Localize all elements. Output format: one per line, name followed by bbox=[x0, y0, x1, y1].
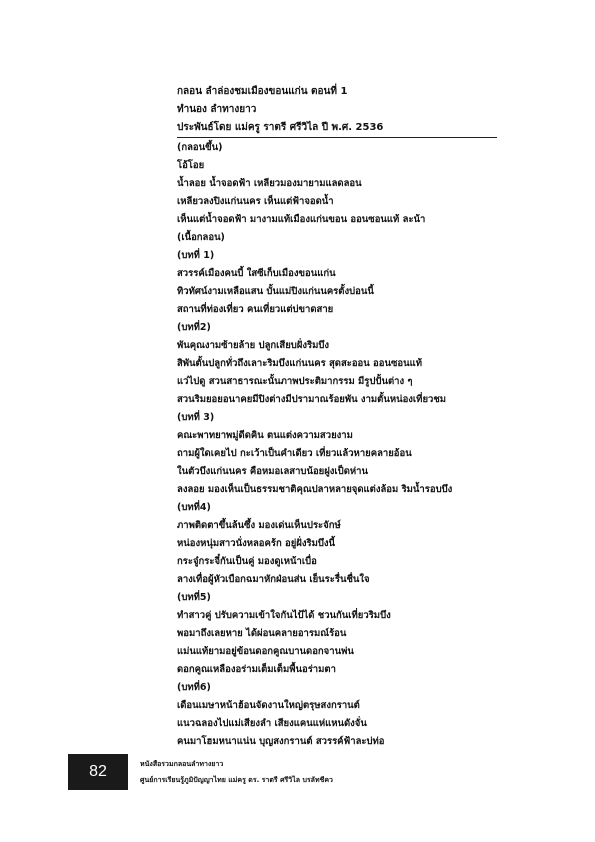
poem-line: สวนริมยอยอนาคยมีปิงต่างมีปรามาณร้อยพัน งามตั้นหน่องเที่ยวชม bbox=[177, 394, 447, 405]
poem-line: สิพันตั้นปลูกทั่วถึงเลาะริมบึงแก่นนคร สุดสะออน ออนซอนแท้ bbox=[177, 358, 422, 369]
poem-author: ประพันธ์โดย แม่ครู ราตรี ศรีวิไล ปี พ.ศ. 2536 bbox=[177, 122, 384, 133]
book-title: หนังสือรวมกลอนลำทางยาว bbox=[140, 760, 224, 768]
poem-line: ภาพติดตาขึ้นล้นซึ้ง มองเด่นเห็นประจักษ์ bbox=[177, 520, 341, 531]
poem-line: สวรรค์เมืองคนบี้ ใสซีเก็บเมืองขอนแก่น bbox=[177, 268, 336, 279]
poem-header bbox=[177, 83, 497, 137]
poem-line: ลางเทื่อผู้หัวเบือกฉมาหักฝ่อนส่น เย็นระรื่นชื่นใจ bbox=[177, 574, 370, 585]
poem-line: โอ้โอย bbox=[177, 160, 205, 171]
poem-line: (เนื้อกลอน) bbox=[177, 232, 225, 243]
poem-line: สถานที่ท่องเที่ยว คนเที่ยวแต่บ่ขาดสาย bbox=[177, 304, 334, 315]
poem-line: ดอกคูณเหลืองอร่ามเต็มเต็มพื้นอร่ามตา bbox=[177, 664, 336, 675]
poem-line: ลงลอย มองเห็นเป็นธรรมชาติคุณปลาหลายจุดแต่งล้อม ริมน้ำรอบบึง bbox=[177, 484, 453, 495]
poem-line: แม่นแท้ยามอยู่ข้อนดอกคูณบานดอกจานพ่น bbox=[177, 646, 354, 657]
poem-line: (บทที่ 1) bbox=[177, 250, 215, 261]
poem-line: (บทที่4) bbox=[177, 502, 211, 513]
poem-line: พันคุณงามซ้ายล้าย ปลูกเสียบฝั่งริมบึง bbox=[177, 340, 330, 351]
publisher-line: ศูนย์การเรียนรู้ภูมิปัญญาไทย แม่ครู ดร. ราตรี ศรีวิไล บรลัทชีคว bbox=[140, 776, 333, 784]
page-footer bbox=[140, 756, 440, 788]
poem-line: (บทที่2) bbox=[177, 322, 211, 333]
poem-line: เห็นแต่น้ำจอดฟ้า มางามแท้เมืองแก่นขอน ออนซอนแท้ ละน้า bbox=[177, 214, 426, 225]
poem-line: (บทที่5) bbox=[177, 592, 211, 603]
poem-line: (กลอนขึ้น) bbox=[177, 142, 223, 153]
poem-line: เหลียวลงปิงแก่นนคร เห็นแต่ฟ้าจอดน้ำ bbox=[177, 196, 334, 207]
poem-line: ถามผู้ใดเคยไป กะเว้าเป็นคำเดียว เที่ยวแล้วหายคลายอ้อน bbox=[177, 448, 412, 459]
poem-line: แว่ไปดู สวนสาธารณะนั้นภาพประติมากรรม มีรูปปั้นต่าง ๆ bbox=[177, 376, 413, 387]
poem-line: เดือนเมษาหน้าฮ้อนจัดงานใหญ่ตรุษสงกรานต์ bbox=[177, 700, 360, 711]
page-number: 82 bbox=[68, 754, 128, 790]
poem-line: แนวฉลองไปแม่เสียงลำ เสียงแคนแห่แหนดังจั่น bbox=[177, 718, 367, 729]
poem-melody: ทำนอง ลำทางยาว bbox=[177, 104, 257, 115]
poem-line: ในตัวบึงแก่นนคร คือหมอเลสาบน้อยฝูงเป็ดห่าน bbox=[177, 466, 368, 477]
poem-line: คณะพาทยาพมู่ดีดคิน ตนแต่งความสวยงาม bbox=[177, 430, 353, 441]
poem-line: ทำสาวคู่ ปรับความเข้าใจกันไป้ได้ ชวนกันเที่ยวริมบึง bbox=[177, 610, 391, 621]
poem-line: คนมาโฮมหนาแน่น บุญสงกรานต์ สวรรค์ฟ้าละบ่ท่อ bbox=[177, 736, 385, 747]
poem-line: ทิวทัศน์งามเหลือแสน บั้นแม่ปิงแก่นนครตั้งบ่อนนี้ bbox=[177, 286, 374, 297]
header-divider bbox=[177, 137, 497, 138]
poem-line: พอมาถึงเลยหาย ได้ผ่อนคลายอารมณ์ร้อน bbox=[177, 628, 347, 639]
poem-body bbox=[177, 139, 497, 751]
poem-line: (บทที่6) bbox=[177, 682, 211, 693]
poem-line: น้ำลอย น้ำจอดฟ้า เหลียวมองมายามแลดลอน bbox=[177, 178, 362, 189]
poem-line: หน่องหนุ่มสาวนั่งหลอคร้ก อยู่ฝั่งริมบึงนี้ bbox=[177, 538, 336, 549]
poem-line: กระจู๋กระจี๋กันเป็นคู่ มองดูเหน้าเบื่อ bbox=[177, 556, 317, 567]
poem-title: กลอน ลำล่องชมเมืองขอนแก่น ตอนที่ 1 bbox=[177, 86, 348, 97]
poem-line: (บทที่ 3) bbox=[177, 412, 215, 423]
